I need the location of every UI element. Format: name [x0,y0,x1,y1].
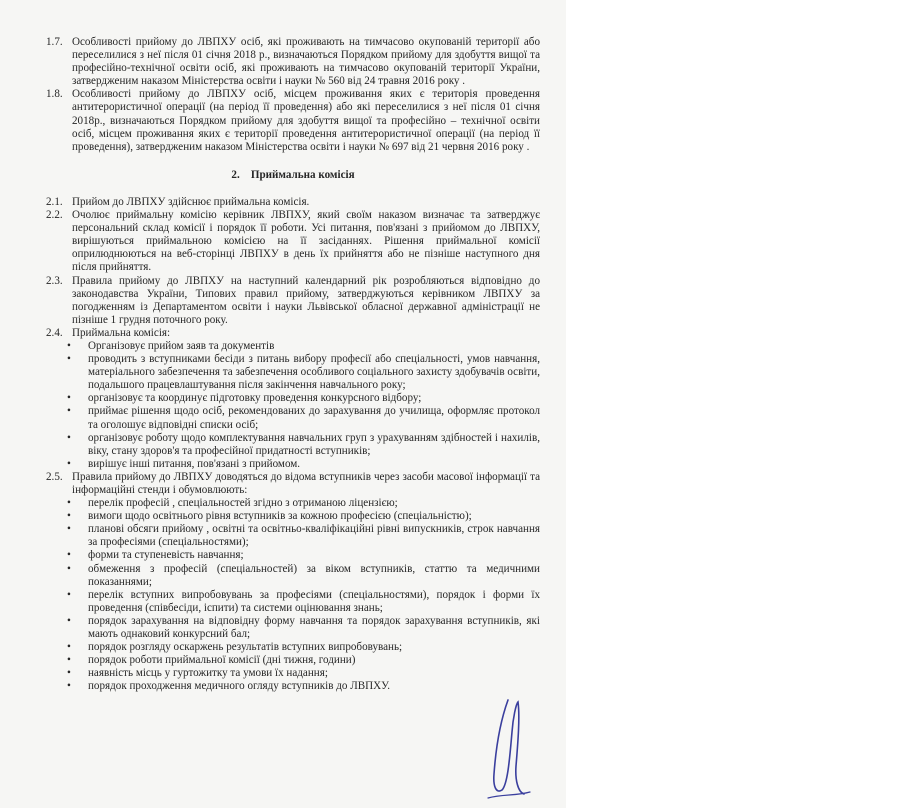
section-text: Очолює приймальну комісію керівник ЛВПХУ, який своїм наказом визначає та затверджує персональний склад комісії і порядок її роботи. Усі питання, пов'язані з прийомом до ЛВПХУ, вирішуються приймальною комісією на її засіданнях. Рішення приймальної комісії оприлюднюються на веб-сторінці ЛВПХУ в день їх прийняття або не пізніше наступного дня після прийняття. [72,209,540,274]
handwritten-signature [478,694,538,804]
list-item: • обмеження з професій (спеціальностей) за віком вступників, статтю та медичними показаннями; [88,563,540,589]
section-number: 2.5. [46,470,63,483]
list-item: • вимоги щодо освітнього рівня вступників за кожною професією (спеціальністю); [88,510,540,523]
section-number: 1.7. [46,36,63,48]
section-2-2 [46,209,540,274]
section-text: Прийом до ЛВПХУ здійснює приймальна комісія. [72,195,310,208]
section-number: 2.3. [46,274,63,287]
section-2-5 [46,471,540,497]
list-item: • порядок проходження медичного огляду вступників до ЛВПХУ. [88,680,540,693]
section-text: Приймальна комісія: [72,326,171,339]
section-1-8 [46,88,540,153]
list-item: • наявність місць у гуртожитку та умови їх надання; [88,667,540,680]
list-item: • порядок роботи приймальної комісії (дні тижня, години) [88,654,540,667]
section-text: Особливості прийому до ЛВПХУ осіб, місцем проживання яких є територія проведення антитерористичної операції (на період її проведення) або які переселилися з неї після 01 січня 2018р., визначаються Порядком прийому для здобуття вищої та професійно – технічної освіти осіб, місцем проживання яких є території проведення антитерористичної операції (на період її проведення), затвердженим наказом Міністерства освіти і науки № 697 від 21 червня 2016 року . [72,88,540,153]
list-item: • перелік вступних випробовувань за професіями (спеціальностями), порядок і форми їх проведення (співбесіди, іспити) та системи оцінювання знань; [88,589,540,615]
section-number: 2.1. [46,195,63,208]
commission-duties-list [46,340,540,471]
list-item: • перелік професій , спеціальностей згідно з отриманою ліцензією; [88,497,540,510]
section-text: Особливості прийому до ЛВПХУ осіб, які проживають на тимчасово окупованій території або переселилися з неї після 01 січня 2018 р., визначаються Порядком прийому для здобуття вищої та професійно-технічної освіти осіб, які проживають на тимчасово окупованій території України, затвердженим наказом Міністерства освіти і науки № 560 від 24 травня 2016 року . [72,36,540,88]
list-item: • планові обсяги прийому , освітні та освітньо-кваліфікаційні рівні випускників, строк навчання за професіями (спеціальностями); [88,523,540,549]
list-item: • порядок розгляду оскаржень результатів вступних випробовувань; [88,641,540,654]
list-item: • Організовує прийом заяв та документів [88,340,540,353]
document-body [46,36,540,694]
section-heading: 2. Приймальна комісія [231,168,355,181]
list-item: • організовує та координує підготовку проведення конкурсного відбору; [88,392,540,405]
section-1-7 [46,36,540,88]
list-item: • порядок зарахування на відповідну форму навчання та порядок зарахування вступників, які мають однаковий конкурсний бал; [88,615,540,641]
section-2-3 [46,275,540,327]
admission-rules-list [46,497,540,693]
section-2-4 [46,327,540,340]
section-number: 1.8. [46,88,63,101]
section-number: 2.4. [46,326,63,339]
list-item: • вирішує інші питання, пов'язані з прийомом. [88,458,540,471]
section-number: 2.2. [46,209,63,222]
list-item: • приймає рішення щодо осіб, рекомендованих до зарахування до училища, оформляє протокол та оголошує відповідні списки осіб; [88,405,540,431]
section-text: Правила прийому до ЛВПХУ доводяться до відома вступників через засоби масової інформації та інформаційні стенди і обумовлюють: [72,470,540,496]
section-text: Правила прийому до ЛВПХУ на наступний календарний рік розробляються відповідно до законодавства України, Типових правил прийому, затверджуються керівником ЛВПХУ за погодженням із Департаментом освіти і науки Львівської обласної державної адміністрації не пізніше 1 грудня поточного року. [72,274,540,326]
list-item: • організовує роботу щодо комплектування навчальних груп з урахуванням здібностей і нахилів, віку, стану здоров'я та професійної придатності вступників; [88,432,540,458]
section-2-1 [46,196,540,209]
list-item: • форми та ступеневість навчання; [88,549,540,562]
list-item: • проводить з вступниками бесіди з питань вибору професії або спеціальності, умов навчання, матеріального забезпечення та забезпечення особливого соціального захисту здобувачів освіти, подальшого працевлаштування після закінчення навчального року; [88,353,540,392]
